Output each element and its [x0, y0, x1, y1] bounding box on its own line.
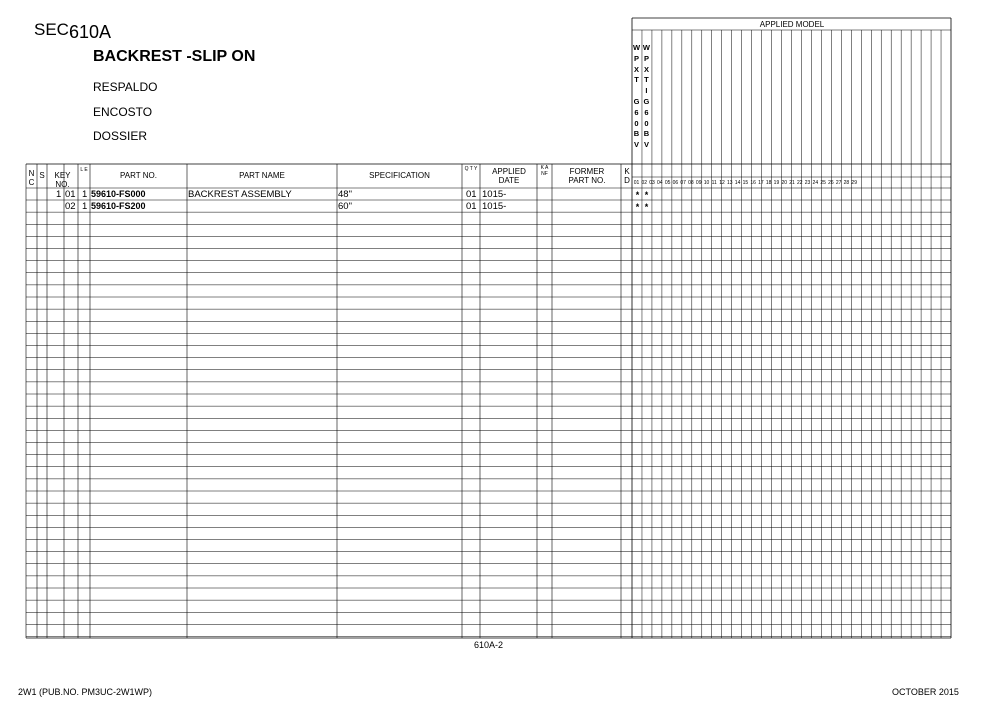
model-column-number: 24 [812, 180, 819, 186]
header-nc: N C [28, 169, 35, 187]
publication-number: 2W1 (PUB.NO. PM3UC-2W1WP) [18, 687, 153, 697]
row2-key-no: 02 [65, 201, 76, 212]
header-le: L E [80, 167, 88, 173]
model-column-number: 28 [843, 180, 850, 186]
model-1-letter: W [632, 43, 641, 52]
model-column-number: 04 [657, 180, 663, 186]
model-2-letter: V [643, 140, 649, 150]
model-2-letter: P [643, 53, 649, 63]
row1-le: 1 [82, 189, 88, 200]
row2-model2-mark: * [644, 202, 649, 212]
row1-part-name: BACKREST ASSEMBLY [188, 189, 292, 200]
model-column-number: 03 [649, 180, 655, 186]
header-kanf: K A NF [540, 165, 549, 177]
model-column-number: 29 [851, 180, 857, 186]
row1-applied-date: 1015- [482, 189, 507, 200]
model-1-letter: G [633, 97, 640, 106]
row1-model2-mark: * [644, 190, 649, 200]
model-column-number: 17 [758, 180, 764, 186]
row2-le: 1 [82, 201, 88, 212]
header-key-no: KEY NO. [54, 171, 71, 189]
model-column-number: 13 [727, 180, 733, 186]
model-column-number: 19 [773, 180, 780, 186]
row1-specification: 48" [338, 189, 352, 200]
model-2-letter: B [643, 129, 650, 139]
applied-model-label: APPLIED MODEL [759, 20, 825, 29]
model-column-number: 25 [820, 180, 826, 186]
model-column-number: 09 [695, 180, 702, 186]
model-column-number: 01 [633, 180, 640, 186]
row1-model1-mark: * [635, 190, 640, 200]
model-column-number: 02 [641, 180, 648, 186]
model-column-number: 14 [734, 180, 741, 186]
row2-applied-date: 1015- [482, 201, 507, 212]
model-column-number: 06 [672, 180, 679, 186]
model-column-number: 05 [664, 180, 671, 186]
model-2-letter: T [644, 75, 649, 85]
model-2-letter: I [645, 86, 648, 96]
model-column-number: 15 [742, 180, 749, 186]
model-column-number: 21 [789, 180, 795, 186]
row2-specification: 60" [338, 201, 352, 212]
title-portuguese: ENCOSTO [93, 105, 153, 119]
model-column-number: 11 [711, 180, 717, 186]
row2-part-no: 59610-FS200 [91, 201, 146, 211]
model-column-number: 08 [688, 180, 694, 186]
model-column-number: 18 [765, 180, 772, 186]
model-1-letter: 6 [634, 107, 639, 117]
model-1-letter: B [633, 129, 640, 139]
model-2-letter: W [642, 43, 651, 52]
model-column-number: 07 [680, 180, 686, 186]
header-applied-date: APPLIED DATE [492, 167, 526, 185]
model-column-number: 10 [703, 180, 710, 186]
page-title: BACKREST -SLIP ON [93, 48, 256, 65]
page-number: 610A-2 [474, 640, 504, 650]
row1-qty: 01 [466, 189, 477, 200]
row1-part-no: 59610-FS000 [91, 189, 146, 199]
section-number: 610A [69, 22, 112, 42]
header-former-part-no: FORMER PART NO. [568, 167, 606, 185]
header-kd: K D [624, 167, 630, 185]
model-column-number: 16 [750, 180, 756, 186]
model-column-number: 27 [835, 180, 842, 186]
title-spanish: RESPALDO [93, 80, 158, 94]
header-specification: SPECIFICATION [369, 171, 430, 180]
model-1-letter: P [633, 53, 639, 63]
publication-date: OCTOBER 2015 [892, 687, 959, 697]
model-2-letter: 6 [644, 107, 649, 117]
model-2-letter: G [643, 97, 650, 106]
model-1-letter: V [633, 140, 639, 150]
model-1-letter: T [634, 75, 639, 85]
model-column-number: 22 [797, 180, 803, 186]
model-column-number: 26 [828, 180, 834, 186]
header-part-name: PART NAME [239, 171, 285, 180]
row1-s: 1 [56, 189, 62, 200]
model-column-number: 20 [781, 180, 788, 186]
model-column-number: 12 [719, 180, 725, 186]
header-qty: Q T Y [464, 166, 478, 172]
row2-qty: 01 [466, 201, 477, 212]
model-1-letter: 0 [634, 118, 639, 128]
model-column-number: 23 [804, 180, 811, 186]
header-s: S [39, 171, 45, 180]
title-french: DOSSIER [93, 129, 148, 143]
model-1-letter: X [633, 64, 639, 74]
row2-model1-mark: * [635, 202, 640, 212]
model-2-letter: 0 [644, 118, 649, 128]
header-part-no: PART NO. [120, 171, 157, 180]
section-label: SEC. [34, 20, 74, 39]
row1-key-no: 01 [65, 189, 76, 200]
model-2-letter: X [643, 64, 649, 74]
